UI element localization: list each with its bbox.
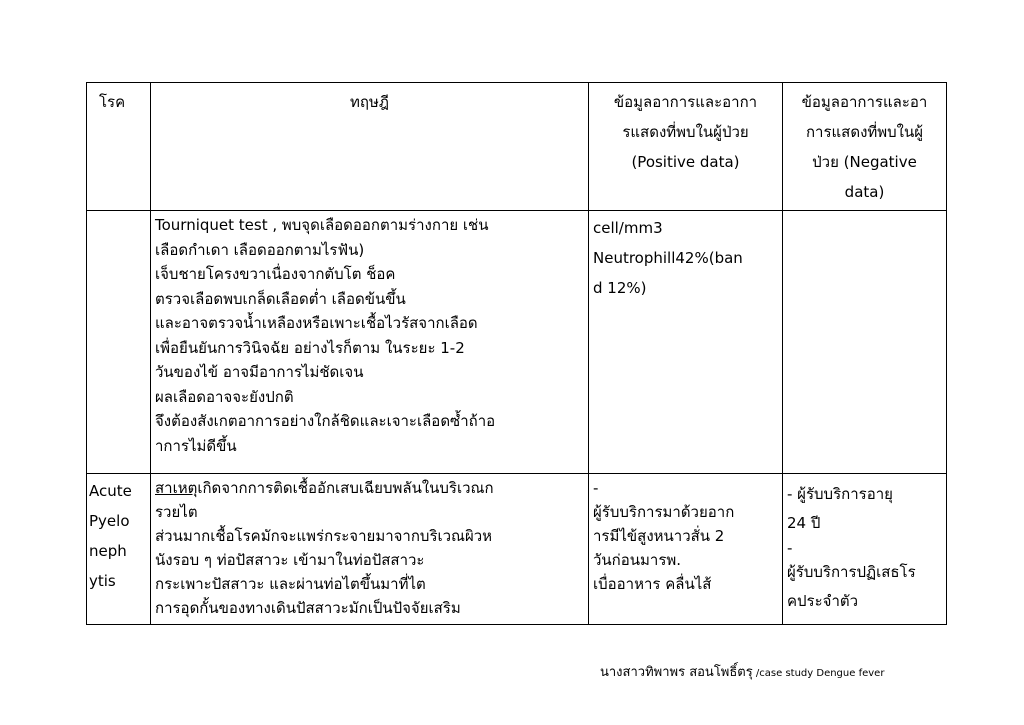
theory-cell bbox=[151, 211, 589, 474]
negative-line: - ผู้รับบริการอายุ bbox=[787, 485, 893, 503]
theory-line: ส่วนมากเชื้อโรคมักจะแพร่กระจายมาจากบริเวณผิวห bbox=[155, 527, 493, 545]
theory-line: การอุดกั้นของทางเดินปัสสาวะมักเป็นปัจจัยเสริม bbox=[155, 599, 461, 617]
header-positive-line: ข้อมูลอาการและอากา bbox=[613, 93, 758, 111]
disease-cell bbox=[87, 474, 151, 625]
disease-name-line: Acute bbox=[89, 482, 132, 500]
positive-line: ารมีไข้สูงหนาวสั่น 2 bbox=[593, 527, 725, 545]
header-negative-line: ข้อมูลอาการและอา bbox=[801, 93, 928, 111]
positive-line: - bbox=[593, 479, 599, 497]
header-negative-line: data) bbox=[844, 183, 885, 201]
header-theory-cell bbox=[151, 83, 589, 211]
header-negative-line: การแสดงที่พบในผู้ bbox=[805, 123, 924, 141]
theory-cell bbox=[151, 474, 589, 625]
theory-line: าการไม่ดีขึ้น bbox=[155, 436, 237, 455]
header-negative-line: ป่วย (Negative bbox=[812, 153, 917, 171]
header-positive-cell bbox=[589, 83, 783, 211]
header-disease-cell bbox=[87, 83, 151, 211]
positive-line: ผู้รับบริการมาด้วยอาก bbox=[593, 503, 735, 521]
footer-author: นางสาวทิพาพร สอนโพธิ์ตรุ bbox=[600, 665, 753, 680]
theory-line: ผลเลือดอาจจะยังปกติ bbox=[155, 387, 294, 406]
theory-line: วันของไข้ อาจมีอาการไม่ชัดเจน bbox=[155, 363, 364, 381]
positive-line: d 12%) bbox=[593, 279, 647, 297]
negative-line: คประจำตัว bbox=[787, 592, 859, 610]
theory-line: และอาจตรวจน้ำเหลืองหรือเพาะเชื้อไวรัสจากเลือด bbox=[155, 314, 478, 332]
disease-name-line: ytis bbox=[89, 572, 116, 590]
table-row-dengue bbox=[87, 211, 947, 474]
footer-note: /case study Dengue fever bbox=[752, 668, 885, 679]
positive-line: เบื่ออาหาร คลื่นไส้ bbox=[593, 575, 712, 593]
cause-heading: สาเหตุ bbox=[155, 479, 198, 497]
header-theory-label: ทฤษฎี bbox=[350, 93, 389, 111]
theory-line: นังรอบ ๆ ท่อปัสสาวะ เข้ามาในท่อปัสสาวะ bbox=[155, 551, 425, 569]
theory-first-line bbox=[155, 476, 584, 500]
theory-line: เจ็บชายโครงขวาเนื่องจากตับโต ช็อค bbox=[155, 265, 396, 283]
disease-name-line: neph bbox=[89, 542, 127, 560]
header-disease-label: โรค bbox=[99, 93, 126, 111]
theory-line: ตรวจเลือดพบเกล็ดเลือดต่ำ เลือดข้นขึ้น bbox=[155, 289, 406, 308]
disease-cell-empty bbox=[87, 211, 151, 474]
theory-line: Tourniquet test , พบจุดเลือดออกตามร่างกาย เช่น bbox=[155, 216, 489, 234]
positive-data-cell bbox=[589, 474, 783, 625]
positive-line: Neutrophill42%(ban bbox=[593, 249, 743, 267]
theory-line: เพื่อยืนยันการวินิจฉัย อย่างไรก็ตาม ในระยะ 1-2 bbox=[155, 338, 465, 357]
positive-line: วันก่อนมารพ. bbox=[593, 551, 682, 569]
negative-data-cell bbox=[783, 474, 947, 625]
negative-line: - bbox=[787, 539, 793, 557]
header-negative-cell bbox=[783, 83, 947, 211]
theory-line: รวยไต bbox=[155, 503, 198, 521]
theory-line: จึงต้องสังเกตอาการอย่างใกล้ชิดและเจาะเลือดซ้ำถ้าอ bbox=[155, 412, 496, 430]
header-positive-line: รแสดงที่พบในผู้ป่วย bbox=[622, 123, 749, 141]
table-header-row bbox=[87, 83, 947, 211]
table-row-pyelonephritis bbox=[87, 474, 947, 625]
disease-name-line: Pyelo bbox=[89, 512, 130, 530]
theory-text: เกิดจากการติดเชื้ออักเสบเฉียบพลันในบริเวณก bbox=[197, 479, 494, 497]
case-study-table bbox=[86, 82, 947, 625]
negative-line: 24 ปี bbox=[787, 514, 821, 532]
theory-line: เลือดกำเดา เลือดออกตามไรฟัน) bbox=[155, 240, 365, 259]
negative-line: ผู้รับบริการปฏิเสธโร bbox=[787, 563, 916, 581]
positive-data-cell bbox=[589, 211, 783, 474]
page-footer bbox=[600, 661, 884, 682]
positive-line: cell/mm3 bbox=[593, 219, 663, 237]
header-positive-line: (Positive data) bbox=[631, 153, 740, 171]
theory-line: กระเพาะปัสสาวะ และผ่านท่อไตขึ้นมาที่ไต bbox=[155, 575, 426, 593]
negative-data-cell bbox=[783, 211, 947, 474]
